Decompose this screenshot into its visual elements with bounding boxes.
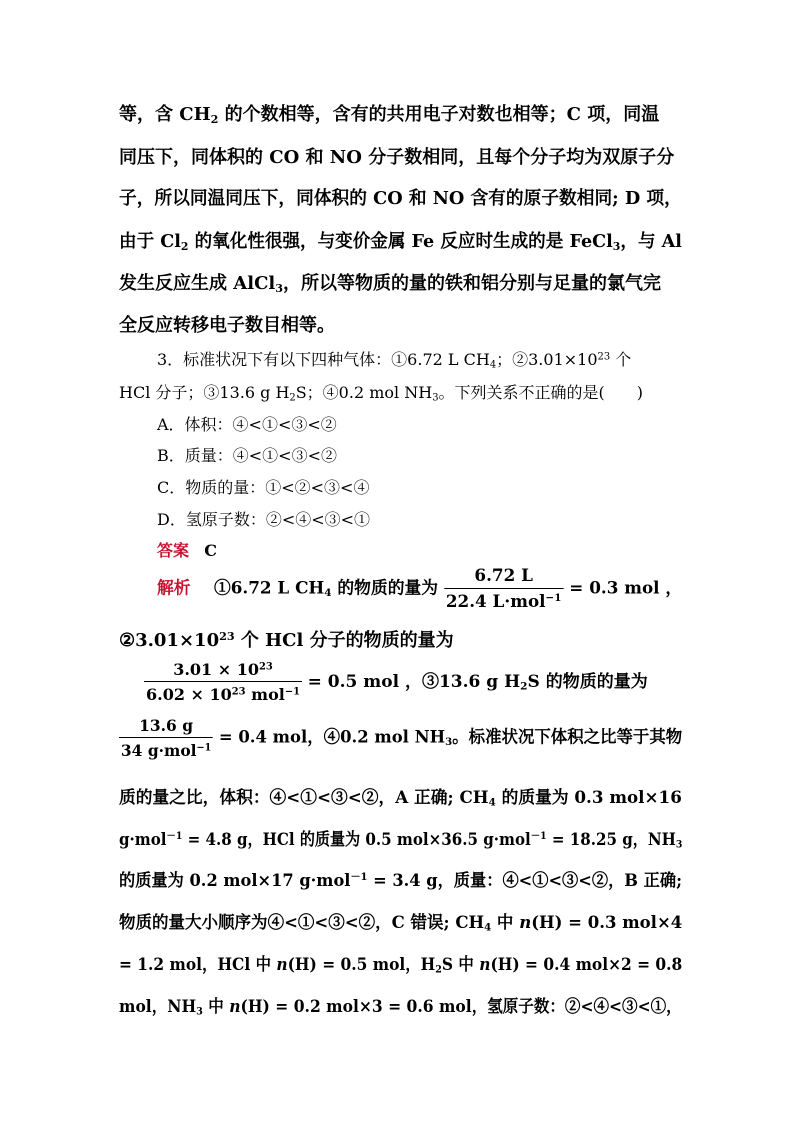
text-segment: S 中 [441, 955, 480, 975]
text-line [119, 227, 682, 253]
italic-symbol: n [519, 913, 532, 933]
text-segment: 。下列关系不正确的是( ) [438, 383, 643, 402]
fraction-denominator [144, 681, 302, 704]
subscript: 2 [435, 963, 442, 976]
text-segment: mol，NH [119, 997, 197, 1017]
text-segment: 3.01 × 10 [173, 660, 259, 679]
text-segment: 中 [202, 997, 230, 1017]
analysis-line [119, 950, 682, 976]
question-stem [119, 380, 643, 403]
text-segment [308, 672, 648, 692]
subscript: 2 [289, 392, 296, 404]
subscript: 2 [520, 680, 528, 693]
text-segment: 发生反应生成 AlCl [119, 273, 276, 294]
text-segment: = 0.4 mol，④0.2 mol NH [218, 727, 446, 748]
text-line [119, 269, 661, 295]
analysis-line [119, 992, 682, 1018]
text-segment: 质的量之比，体积：④<①<③<②，A 正确; CH [119, 788, 489, 808]
fraction-denominator [119, 737, 213, 760]
option-b: B．质量：④<①<③<② [157, 446, 337, 465]
text-segment: (H) = 0.3 mol×4 [531, 913, 683, 933]
superscript: 23 [259, 661, 273, 673]
superscript: −1 [284, 686, 301, 698]
superscript: −1 [545, 592, 562, 605]
subscript: 3 [275, 281, 283, 295]
text-line [119, 100, 659, 126]
text-segment: = 18.25 g，NH [546, 830, 676, 850]
analysis-label: 解析 [157, 578, 191, 599]
text-segment: 的个数相等，含有的共用电子对数也相等；C 项，同温 [218, 104, 660, 125]
text-segment: 3．标准状况下有以下四种气体：①6.72 L CH [157, 350, 490, 369]
text-segment: HCl 分子；③13.6 g H [119, 383, 290, 402]
subscript: 3 [675, 838, 683, 851]
text-segment: 6.02 × 10 [146, 685, 232, 704]
subscript: 4 [324, 587, 332, 600]
italic-symbol: n [276, 955, 288, 975]
text-segment: ，所以等物质的量的铁和铝分别与足量的氯气完 [283, 273, 661, 294]
text-segment: 等，含 CH [119, 104, 211, 125]
superscript: －1 [350, 871, 368, 884]
fraction-numerator: 13.6 g [139, 716, 194, 735]
subscript: 2 [210, 112, 219, 126]
text-line: 全反应转移电子数目相等。 [119, 315, 335, 336]
text-segment: = 4.8 g，HCl 的质量为 0.5 mol×36.5 g·mol [182, 830, 531, 850]
text-segment: = 0.3 mol ， [569, 578, 683, 599]
text-segment: (H) = 0.4 mol×2 = 0.8 [490, 955, 683, 975]
text-segment: 的质量为 0.2 mol×17 g·mol [119, 871, 351, 891]
text-segment: 个 [610, 350, 632, 369]
analysis-line [157, 566, 682, 612]
analysis-line [119, 716, 682, 760]
superscript: −1 [196, 742, 212, 754]
subscript: 3 [196, 1005, 203, 1018]
text-segment: (H) = 0.2 mol×3 = 0.6 mol，氢原子数：②<④<③<①， [240, 997, 682, 1017]
analysis-line [119, 825, 682, 851]
text-segment: 。标准状况下体积之比等于其物 [452, 727, 683, 748]
subscript: 4 [484, 921, 492, 934]
analysis-line [119, 908, 682, 934]
subscript: 3 [445, 736, 453, 749]
fraction [144, 660, 302, 704]
text-segment: S 的物质的量为 [527, 671, 648, 692]
text-segment: 的质量为 0.3 mol×16 [495, 788, 682, 808]
text-segment: 34 g·mol [120, 741, 197, 760]
subscript: 2 [180, 239, 189, 253]
fraction-numerator: 6.72 L [474, 566, 533, 586]
text-segment: 的氧化性很强，与变价金属 Fe 反应时生成的是 FeCl [188, 231, 613, 252]
option-d: D．氢原子数：②<④<③<① [157, 510, 371, 529]
text-segment: 个 HCl 分子的物质的量为 [234, 630, 454, 651]
question-stem [157, 347, 631, 370]
italic-symbol: n [479, 955, 491, 975]
answer-value: C [204, 541, 218, 560]
text-segment: = 1.2 mol，HCl 中 [119, 955, 277, 975]
superscript: －1 [166, 830, 183, 843]
text-segment: ；②3.01×10 [496, 350, 598, 369]
answer-line [157, 538, 217, 561]
fraction [119, 716, 213, 760]
analysis-line [119, 866, 682, 891]
italic-symbol: n [229, 997, 241, 1017]
text-segment: 由于 Cl [119, 231, 181, 252]
option-a: A．体积：④<①<③<② [157, 415, 337, 434]
subscript: 3 [612, 239, 621, 253]
text-segment: g·mol [119, 830, 167, 850]
text-segment: ，与 Al [620, 231, 682, 252]
text-segment: S；④0.2 mol NH [295, 383, 433, 402]
text-segment: ②3.01×10 [119, 630, 220, 651]
subscript: 3 [432, 392, 439, 404]
text-segment: (H) = 0.5 mol，H [287, 955, 436, 975]
superscript: 23 [597, 351, 611, 363]
text-segment: ①6.72 L CH [213, 578, 325, 599]
text-segment: 的物质的量为 [331, 578, 439, 599]
fraction [444, 566, 564, 612]
text-segment: 中 [491, 913, 520, 933]
text-segment: mol [245, 685, 285, 704]
option-c: C．物质的量：①<②<③<④ [157, 478, 370, 497]
superscript: 23 [231, 686, 246, 698]
text-segment: 物质的量大小顺序为④<①<③<②，C 错误; CH [119, 913, 485, 933]
analysis-line [144, 660, 648, 704]
subscript: 4 [488, 796, 496, 809]
superscript: －1 [530, 830, 547, 843]
superscript: 23 [219, 629, 235, 643]
text-segment: = 3.4 g，质量：④<①<③<②，B 正确; [367, 871, 683, 891]
text-segment: 22.4 L·mol [445, 592, 546, 612]
analysis-line [119, 626, 454, 652]
text-line: 同压下，同体积的 CO 和 NO 分子数相同，且每个分子均为双原子分 [119, 147, 675, 168]
text-line: 子，所以同温同压下，同体积的 CO 和 NO 含有的原子数相同; D 项， [119, 188, 682, 209]
answer-label: 答案 [157, 541, 190, 560]
text-segment: = 0.5 mol ，③13.6 g H [307, 671, 521, 692]
analysis-line [119, 783, 682, 809]
fraction-denominator [444, 588, 564, 612]
subscript: 4 [489, 359, 497, 371]
fraction-numerator [144, 660, 302, 681]
